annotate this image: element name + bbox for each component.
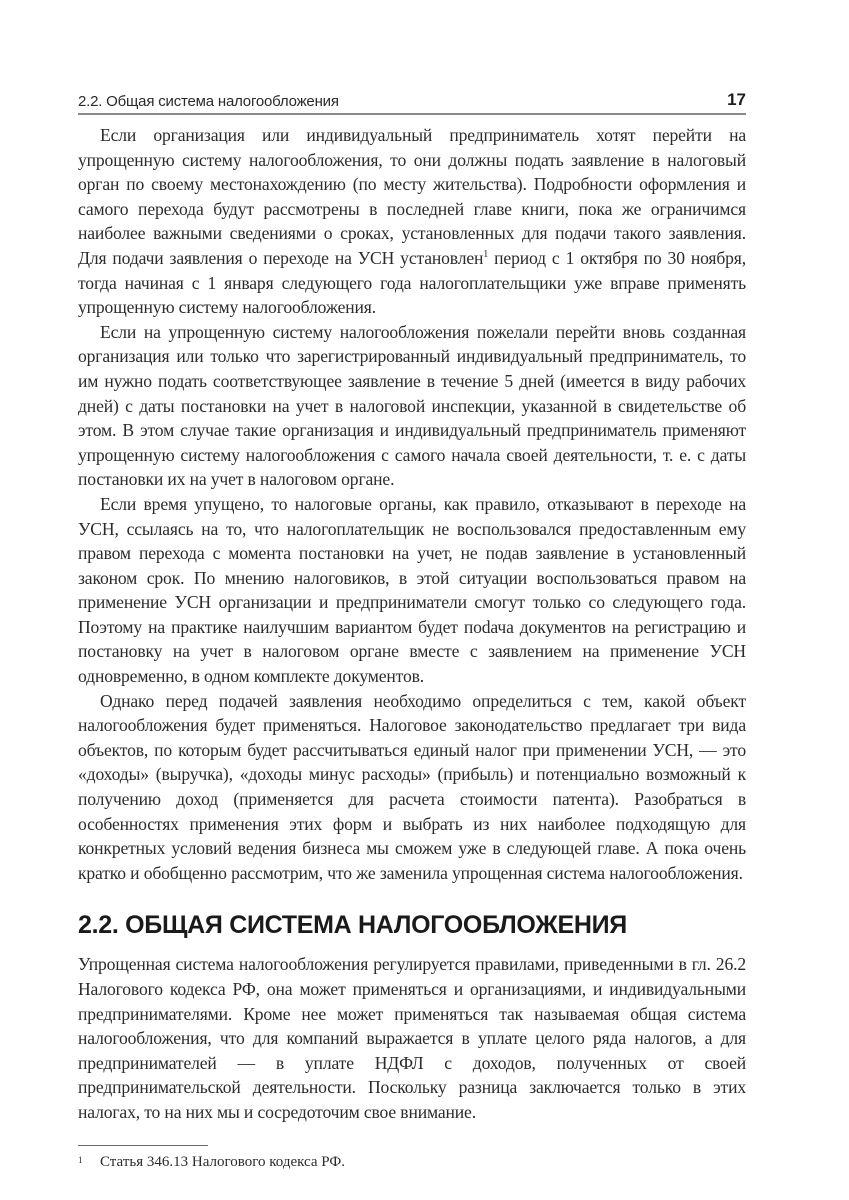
paragraph-text: Если организация или индивидуальный предприниматель хотят перейти на упрощенную систему налогообложения, то они должны подать заявление в налоговый орган по своему местонахождению (по месту жительства). Подробности оформления и самого перехода будут рассмотрены в последней главе книги, пока же ограничимся наиболее важными сведениями о сроках, установленных для подачи такого заявления. Для подачи заявления о переходе на УСН установлен bbox=[78, 125, 746, 268]
paragraph bbox=[78, 123, 746, 320]
paragraph: Если время упущено, то налоговые органы, как правило, отказывают в переходе на УСН, ссылаясь на то, что налогоплательщик не воспользовался предоставленным ему правом перехода с момента постановки на учет, не подав заявление в установленный законом срок. По мнению налоговиков, в этой ситуации воспользоваться правом на применение УСН организации и предприниматели смогут только со следующего года. Поэтому на практике наилучшим вариантом будет поdача документов на регистрацию и постановку на учет в налоговом органе вместе с заявлением на применение УСН одновременно, в одном комплекте документов. bbox=[78, 493, 746, 687]
footnote-mark: 1 bbox=[78, 1154, 83, 1165]
paragraph-text-continued: период с 1 октября по 30 ноября, тогда начиная с 1 января следующего года налогоплательщики уже вправе применять упрощенную систему налогообложения. bbox=[78, 247, 746, 318]
paragraph: Если на упрощенную систему налогообложения пожелали перейти вновь созданная организация или только что зарегистрированный индивидуальный предприниматель, то им нужно подать соответствующее заявление в течение 5 дней (имеется в виду рабочих дней) с даты постановки на учет в налоговой инспекции, указанной в свидетельстве об этом. В этом случае такие организация и индивидуальный предприниматель применяют упрощенную систему налогообложения с самого начала своей деятельности, т. е. с даты постановки их на учет в налоговом органе. bbox=[78, 321, 746, 490]
running-head bbox=[78, 88, 746, 115]
body-text bbox=[78, 123, 746, 1125]
page-number: 17 bbox=[727, 90, 746, 109]
book-page bbox=[78, 88, 746, 1171]
section-paragraph: Упрощенная система налогообложения регулируется правилами, приведенными в гл. 26.2 Налогового кодекса РФ, она может применяться и организациями, и индивидуальными предпринимателями. Кроме нее может применяться так называемая общая система налогообложения, что для компаний выражается в уплате целого ряда налогов, а для предпринимателей — в уплате НДФЛ с доходов, полученных от своей предпринимательской деятельности. Поскольку разница заключается только в этих налогах, то на них мы и сосредоточим свое внимание. bbox=[78, 954, 746, 1122]
section-heading: 2.2. ОБЩАЯ СИСТЕМА НАЛОГООБЛОЖЕНИЯ bbox=[78, 911, 627, 940]
footnote-divider bbox=[78, 1145, 208, 1146]
footnote bbox=[78, 1154, 746, 1171]
running-head-title: 2.2. Общая система налогообложения bbox=[78, 93, 339, 110]
footnote-reference[interactable]: 1 bbox=[483, 248, 489, 260]
footnote-text: Статья 346.13 Налогового кодекса РФ. bbox=[100, 1153, 345, 1170]
paragraph: Однако перед подачей заявления необходимо определиться с тем, какой объект налогообложения будет применяться. Налоговое законодательство предлагает три вида объектов, по которым будет рассчитываться единый налог при применении УСН, — это «доходы» (выручка), «доходы минус расходы» (прибыль) и потенциально возможный к получению доход (применяется для расчета стоимости патента). Разобраться в особенностях применения этих форм и выбрать из них наиболее подходящую для конкретных условий ведения бизнеса мы сможем уже в следующей главе. А пока очень кратко и обобщенно рассмотрим, что же заменила упрощенная система налогообложения. bbox=[78, 690, 746, 883]
